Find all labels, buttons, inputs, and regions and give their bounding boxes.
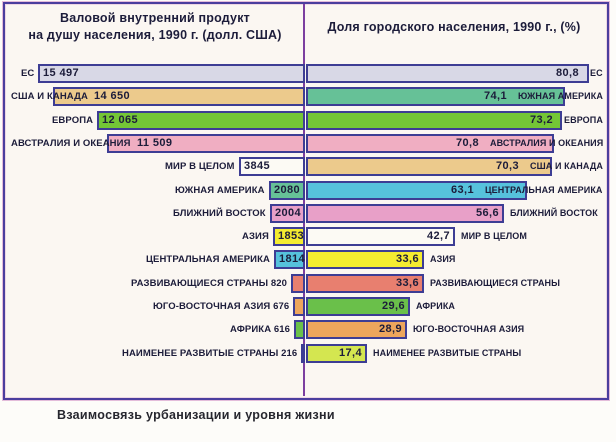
urban-region-label: АФРИКА xyxy=(416,301,456,311)
gdp-region-label: ЦЕНТРАЛЬНАЯ АМЕРИКА xyxy=(146,254,270,265)
gdp-region-label: ЕВРОПА xyxy=(52,115,94,126)
urban-value: 70,3 xyxy=(496,160,520,172)
gdp-region-label: АВСТРАЛИЯ И ОКЕАНИЯ xyxy=(11,138,131,149)
chart-frame xyxy=(3,2,609,400)
urban-region-label: АЗИЯ xyxy=(430,254,456,264)
gdp-region-label: НАИМЕНЕЕ РАЗВИТЫЕ СТРАНЫ 216 xyxy=(122,348,298,359)
urban-value: 63,1 xyxy=(451,184,475,196)
urban-region-label: БЛИЖНИЙ ВОСТОК xyxy=(510,208,598,218)
urban-value: 28,9 xyxy=(379,323,403,335)
gdp-value: 2004 xyxy=(275,207,302,219)
gdp-region-label: БЛИЖНИЙ ВОСТОК xyxy=(173,208,266,219)
urban-value: 56,6 xyxy=(476,207,500,219)
urban-value: 80,8 xyxy=(556,67,580,79)
urban-value: 33,6 xyxy=(396,253,420,265)
header-left-line1: Валовой внутренний продукт xyxy=(60,11,250,25)
gdp-region-label: США И КАНАДА xyxy=(11,91,88,102)
urban-bar xyxy=(306,64,589,83)
gdp-value: 12 065 xyxy=(102,114,139,126)
urban-region-label: ЮГО-ВОСТОЧНАЯ АЗИЯ xyxy=(413,324,525,334)
urban-bar xyxy=(306,204,504,223)
gdp-region-label: ЮГО-ВОСТОЧНАЯ АЗИЯ 676 xyxy=(153,301,290,312)
urban-value: 74,1 xyxy=(484,90,508,102)
gdp-bar xyxy=(291,274,305,293)
urban-region-label: МИР В ЦЕЛОМ xyxy=(461,231,527,241)
gdp-value: 1853 xyxy=(278,230,305,242)
gdp-value: 15 497 xyxy=(43,67,80,79)
header-left-line2: на душу населения, 1990 г. (долл. США) xyxy=(28,28,282,42)
gdp-region-label: РАЗВИВАЮЩИЕСЯ СТРАНЫ 820 xyxy=(131,278,288,289)
gdp-bar xyxy=(294,320,305,339)
gdp-value: 2080 xyxy=(274,184,301,196)
urban-value: 33,6 xyxy=(396,277,420,289)
urban-region-label: ЮЖНАЯ АМЕРИКА xyxy=(518,91,603,101)
urban-value: 29,6 xyxy=(382,300,406,312)
header-right-urban: Доля городского населения, 1990 г., (%) xyxy=(327,20,581,34)
gdp-value: 1814 xyxy=(279,253,306,265)
urban-region-label: ЕВРОПА xyxy=(564,115,603,125)
gdp-bar xyxy=(301,344,305,363)
urban-region-label: РАЗВИВАЮЩИЕСЯ СТРАНЫ xyxy=(430,278,561,288)
gdp-value: 14 650 xyxy=(94,90,131,102)
header-left-gdp xyxy=(7,10,303,44)
gdp-region-label: ЕС xyxy=(21,68,35,79)
gdp-value: 11 509 xyxy=(137,137,173,149)
gdp-region-label: МИР В ЦЕЛОМ xyxy=(165,161,235,172)
urban-region-label: АВСТРАЛИЯ И ОКЕАНИЯ xyxy=(490,138,604,148)
urban-value: 70,8 xyxy=(456,137,480,149)
urban-region-label: НАИМЕНЕЕ РАЗВИТЫЕ СТРАНЫ xyxy=(373,348,522,358)
urban-region-label: ЦЕНТРАЛЬНАЯ АМЕРИКА xyxy=(485,185,603,195)
gdp-value: 3845 xyxy=(244,160,271,172)
gdp-bar xyxy=(53,87,305,106)
gdp-region-label: ЮЖНАЯ АМЕРИКА xyxy=(175,185,265,196)
urban-value: 17,4 xyxy=(339,347,363,359)
urban-value: 73,2 xyxy=(530,114,554,126)
urban-region-label: США И КАНАДА xyxy=(530,161,603,171)
urban-bar xyxy=(306,111,562,130)
urban-region-label: ЕС xyxy=(590,68,603,78)
gdp-bar xyxy=(293,297,305,316)
gdp-region-label: АЗИЯ xyxy=(242,231,269,242)
figure-caption: Взаимосвязь урбанизации и уровня жизни xyxy=(57,408,335,422)
urban-value: 42,7 xyxy=(427,230,451,242)
gdp-region-label: АФРИКА 616 xyxy=(230,324,291,335)
